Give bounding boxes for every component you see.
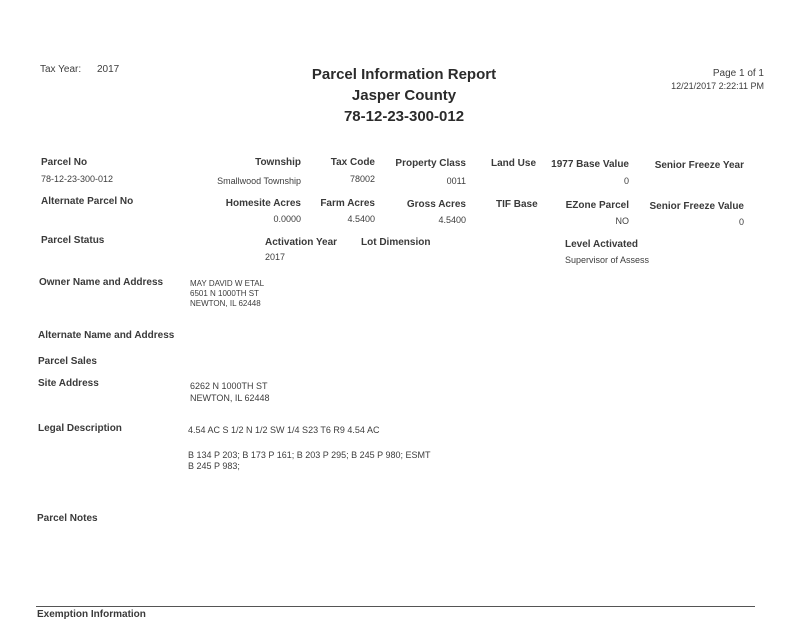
parcel-notes-label: Parcel Notes: [37, 513, 98, 524]
gross-acres-value: 4.5400: [438, 215, 466, 225]
parcel-status-label: Parcel Status: [41, 235, 105, 246]
owner-city: NEWTON, IL 62448: [190, 299, 261, 308]
land-use-label: Land Use: [491, 158, 537, 169]
ezone-parcel-value: NO: [615, 216, 629, 226]
owner-street: 6501 N 1000TH ST: [190, 289, 259, 298]
site-address-label: Site Address: [38, 378, 99, 389]
senior-freeze-year-label: Senior Freeze Year: [654, 160, 744, 171]
base-value-label: 1977 Base Value: [551, 159, 629, 170]
gross-acres-label: Gross Acres: [406, 199, 466, 210]
alternate-name-label: Alternate Name and Address: [38, 330, 175, 341]
base-value-value: 0: [623, 176, 629, 186]
site-city: NEWTON, IL 62448: [190, 393, 270, 403]
homesite-acres-value: 0.0000: [273, 214, 301, 224]
activation-year-value: 2017: [265, 252, 286, 262]
parcel-number-title: 78-12-23-300-012: [343, 108, 465, 125]
parcel-sales-label: Parcel Sales: [38, 356, 97, 367]
section-divider: [36, 606, 755, 607]
report-datetime: 12/21/2017 2:22:11 PM: [671, 81, 764, 91]
level-activated-label: Level Activated: [565, 239, 638, 250]
property-class-value: 0011: [446, 176, 466, 186]
township-value: Smallwood Township: [217, 176, 301, 186]
parcel-no-label: Parcel No: [41, 157, 88, 168]
parcel-no-value: 78-12-23-300-012: [41, 174, 114, 184]
county-title: Jasper County: [351, 87, 457, 104]
page-indicator: Page 1 of 1: [712, 68, 764, 79]
tax-year-value: 2017: [97, 64, 120, 75]
site-street: 6262 N 1000TH ST: [190, 381, 268, 391]
farm-acres-label: Farm Acres: [320, 198, 375, 209]
legal-line-3: B 245 P 983;: [188, 461, 240, 471]
level-activated-value: Supervisor of Assess: [565, 255, 650, 265]
activation-year-label: Activation Year: [265, 237, 338, 248]
tif-base-label: TIF Base: [496, 199, 538, 210]
senior-freeze-value-value: 0: [738, 217, 744, 227]
senior-freeze-value-label: Senior Freeze Value: [649, 201, 744, 212]
report-title: Parcel Information Report: [311, 66, 497, 83]
homesite-acres-label: Homesite Acres: [225, 198, 301, 209]
tax-year-label: Tax Year:: [40, 64, 82, 75]
legal-line-1: 4.54 AC S 1/2 N 1/2 SW 1/4 S23 T6 R9 4.54 AC: [188, 425, 380, 435]
exemption-label: Exemption Information: [37, 609, 146, 620]
legal-line-2: B 134 P 203; B 173 P 161; B 203 P 295; B 245 P 980; ESMT: [188, 450, 431, 460]
owner-label: Owner Name and Address: [39, 277, 164, 288]
township-label: Township: [255, 157, 301, 168]
ezone-parcel-label: EZone Parcel: [565, 200, 629, 211]
farm-acres-value: 4.5400: [347, 214, 375, 224]
tax-code-label: Tax Code: [330, 157, 375, 168]
owner-name: MAY DAVID W ETAL: [190, 279, 265, 288]
tax-code-value: 78002: [349, 174, 375, 184]
alternate-parcel-label: Alternate Parcel No: [41, 196, 134, 207]
lot-dimension-label: Lot Dimension: [361, 237, 431, 248]
property-class-label: Property Class: [395, 158, 466, 169]
legal-description-label: Legal Description: [38, 423, 122, 434]
